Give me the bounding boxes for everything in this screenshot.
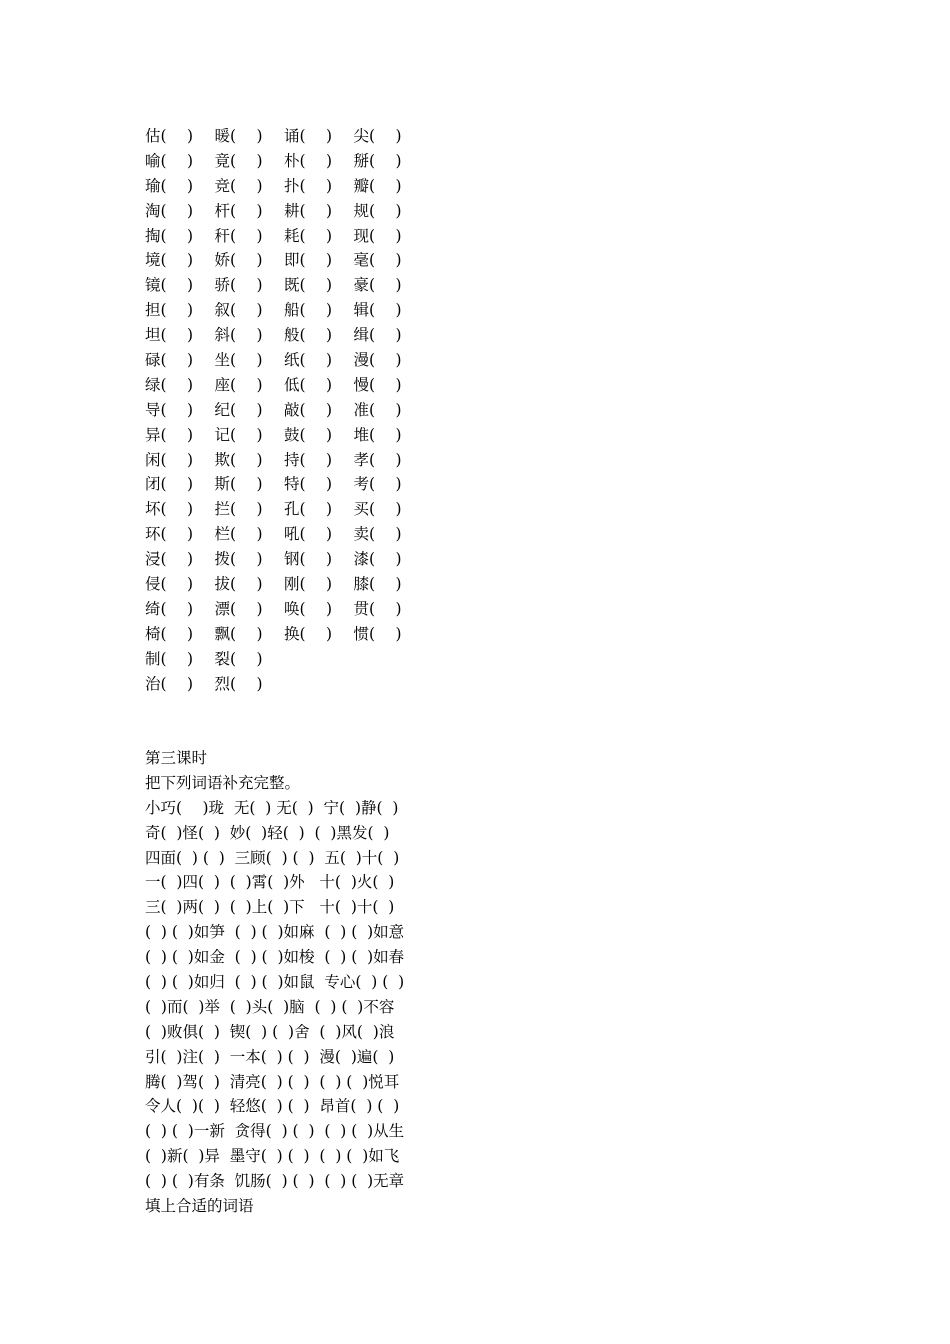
- char-cell: 敲( ): [284, 400, 333, 419]
- char-cell: 环( ): [145, 525, 194, 544]
- char-cell: 缉( ): [353, 326, 402, 345]
- char-cell: 鼓( ): [284, 425, 333, 444]
- char-cell: 漂( ): [214, 599, 263, 618]
- char-row: [145, 522, 423, 547]
- char-cell: 现( ): [353, 226, 402, 245]
- char-cell: 低( ): [284, 375, 333, 394]
- char-cell: 杆( ): [214, 201, 263, 220]
- fill-line: 四面( ) ( ) 三顾( ) ( ) 五( )十( ): [145, 848, 400, 867]
- char-row: [145, 149, 423, 174]
- fill-line: ( )而( )举 ( )头( )脑 ( ) ( )不容: [145, 997, 395, 1016]
- fill-line: ( ) ( )如归 ( ) ( )如鼠 专心( ) ( ): [145, 973, 405, 992]
- char-cell: 估( ): [145, 127, 194, 145]
- char-cell: 掏( ): [145, 226, 194, 245]
- char-cell: 淘( ): [145, 201, 194, 220]
- char-cell: 船( ): [284, 301, 333, 320]
- char-row: [145, 472, 423, 497]
- char-cell: 考( ): [353, 475, 402, 494]
- char-cell: 制( ): [145, 649, 194, 668]
- char-cell: 贯( ): [353, 599, 402, 618]
- char-cell: 孝( ): [353, 450, 402, 469]
- char-row: [145, 174, 423, 199]
- fill-line: 一( )四( ) ( )霄( )外 十( )火( ): [145, 873, 395, 892]
- char-cell: 暖( ): [214, 127, 263, 145]
- fill-line: 奇( )怪( ) 妙( )轻( ) ( )黑发( ): [145, 823, 390, 842]
- char-cell: 喻( ): [145, 151, 194, 170]
- char-cell: 欺( ): [214, 450, 263, 469]
- char-cell: 纪( ): [214, 400, 263, 419]
- char-row: [145, 547, 423, 572]
- char-cell: 斯( ): [214, 475, 263, 494]
- char-row: [145, 597, 423, 622]
- char-cell: 慢( ): [353, 375, 402, 394]
- char-cell: 纸( ): [284, 351, 333, 370]
- char-cell: 闲( ): [145, 450, 194, 469]
- char-cell: 异( ): [145, 425, 194, 444]
- section-footer: 填上合适的词语: [145, 1197, 254, 1216]
- char-cell: 拔( ): [214, 575, 263, 594]
- char-cell: 特( ): [284, 475, 333, 494]
- char-cell: 栏( ): [214, 525, 263, 544]
- char-cell: 既( ): [284, 276, 333, 295]
- char-cell: 拦( ): [214, 500, 263, 519]
- char-cell: 即( ): [284, 251, 333, 270]
- char-cell: 座( ): [214, 375, 263, 394]
- fill-line: ( ) ( )如金 ( ) ( )如梭 ( ) ( )如春: [145, 948, 405, 967]
- char-cell: 豪( ): [353, 276, 402, 295]
- char-cell: 持( ): [284, 450, 333, 469]
- char-cell: 绿( ): [145, 375, 194, 394]
- char-row: [145, 323, 423, 348]
- char-cell: 惯( ): [353, 624, 402, 643]
- char-cell: 碌( ): [145, 351, 194, 370]
- char-cell: 浸( ): [145, 550, 194, 569]
- char-cell: 唤( ): [284, 599, 333, 618]
- char-cell: 般( ): [284, 326, 333, 345]
- char-cell: 卖( ): [353, 525, 402, 544]
- char-row: [145, 398, 423, 423]
- char-cell: 叙( ): [214, 301, 263, 320]
- char-cell: 辑( ): [353, 301, 402, 320]
- char-cell: 斜( ): [214, 326, 263, 345]
- char-cell: 准( ): [353, 400, 402, 419]
- char-row: [145, 348, 423, 373]
- char-row: [145, 199, 423, 224]
- char-cell: 坏( ): [145, 500, 194, 519]
- char-row: [145, 572, 423, 597]
- char-cell: 秆( ): [214, 226, 263, 245]
- char-cell: 烈( ): [214, 674, 263, 693]
- char-cell: 担( ): [145, 301, 194, 320]
- char-cell: 规( ): [353, 201, 402, 220]
- char-cell: 坦( ): [145, 326, 194, 345]
- char-cell: 漆( ): [353, 550, 402, 569]
- fill-line: ( )败俱( ) 锲( ) ( )舍 ( )风( )浪: [145, 1022, 395, 1041]
- char-cell: 骄( ): [214, 276, 263, 295]
- fill-line: ( ) ( )有条 饥肠( ) ( ) ( ) ( )无章: [145, 1172, 405, 1191]
- char-cell: 记( ): [214, 425, 263, 444]
- char-row: [145, 124, 423, 149]
- char-row: [145, 497, 423, 522]
- char-cell: 掰( ): [353, 151, 402, 170]
- char-cell: 扑( ): [284, 176, 333, 195]
- char-row: [145, 298, 423, 323]
- char-row: [145, 248, 423, 273]
- char-cell: 瓣( ): [353, 176, 402, 195]
- char-cell: 孔( ): [284, 500, 333, 519]
- char-cell: 刚( ): [284, 575, 333, 594]
- char-cell: 钢( ): [284, 550, 333, 569]
- fill-line: 三( )两( ) ( )上( )下 十( )十( ): [145, 898, 395, 917]
- char-row: [145, 647, 423, 672]
- fill-line: 小巧( )珑 无( ) 无( ) 宁( )静( ): [145, 798, 399, 817]
- char-cell: 诵( ): [284, 127, 333, 145]
- char-row: [145, 273, 423, 298]
- character-grid: [145, 124, 423, 696]
- char-row: [145, 224, 423, 249]
- char-cell: 绮( ): [145, 599, 194, 618]
- char-cell: 娇( ): [214, 251, 263, 270]
- char-cell: 毫( ): [353, 251, 402, 270]
- fill-line: ( ) ( )如笋 ( ) ( )如麻 ( ) ( )如意: [145, 923, 405, 942]
- char-row: [145, 423, 423, 448]
- fill-line: 令人( )( ) 轻悠( ) ( ) 昂首( ) ( ): [145, 1097, 400, 1116]
- char-cell: 漫( ): [353, 351, 402, 370]
- char-cell: 堆( ): [353, 425, 402, 444]
- char-cell: 镜( ): [145, 276, 194, 295]
- char-cell: 耗( ): [284, 226, 333, 245]
- section-title: 第三课时: [145, 749, 208, 767]
- char-row: [145, 448, 423, 473]
- char-cell: 尖( ): [353, 127, 402, 145]
- char-row: [145, 672, 423, 697]
- fill-line: 引( )注( ) 一本( ) ( ) 漫( )遍( ): [145, 1047, 395, 1066]
- char-cell: 瑜( ): [145, 176, 194, 195]
- section-instruction: 把下列词语补充完整。: [145, 773, 301, 792]
- fill-line: ( ) ( )一新 贪得( ) ( ) ( ) ( )从生: [145, 1122, 405, 1141]
- char-cell: 坐( ): [214, 351, 263, 370]
- char-cell: 膝( ): [353, 575, 402, 594]
- char-cell: 裂( ): [214, 649, 263, 668]
- char-row: [145, 622, 423, 647]
- char-cell: 竟( ): [214, 151, 263, 170]
- char-cell: 耕( ): [284, 201, 333, 220]
- fill-line: 腾( )驾( ) 清亮( ) ( ) ( ) ( )悦耳: [145, 1072, 400, 1091]
- char-cell: 导( ): [145, 400, 194, 419]
- lesson-section: [145, 746, 404, 1219]
- char-cell: 治( ): [145, 674, 194, 693]
- char-cell: 境( ): [145, 251, 194, 270]
- char-cell: 飘( ): [214, 624, 263, 643]
- char-cell: 拨( ): [214, 550, 263, 569]
- char-cell: 买( ): [353, 500, 402, 519]
- char-row: [145, 373, 423, 398]
- char-cell: 闭( ): [145, 475, 194, 494]
- char-cell: 吼( ): [284, 525, 333, 544]
- fill-line: ( )新( )异 墨守( ) ( ) ( ) ( )如飞: [145, 1147, 400, 1166]
- char-cell: 侵( ): [145, 575, 194, 594]
- char-cell: 椅( ): [145, 624, 194, 643]
- char-cell: 竞( ): [214, 176, 263, 195]
- char-cell: 换( ): [284, 624, 333, 643]
- char-cell: 朴( ): [284, 151, 333, 170]
